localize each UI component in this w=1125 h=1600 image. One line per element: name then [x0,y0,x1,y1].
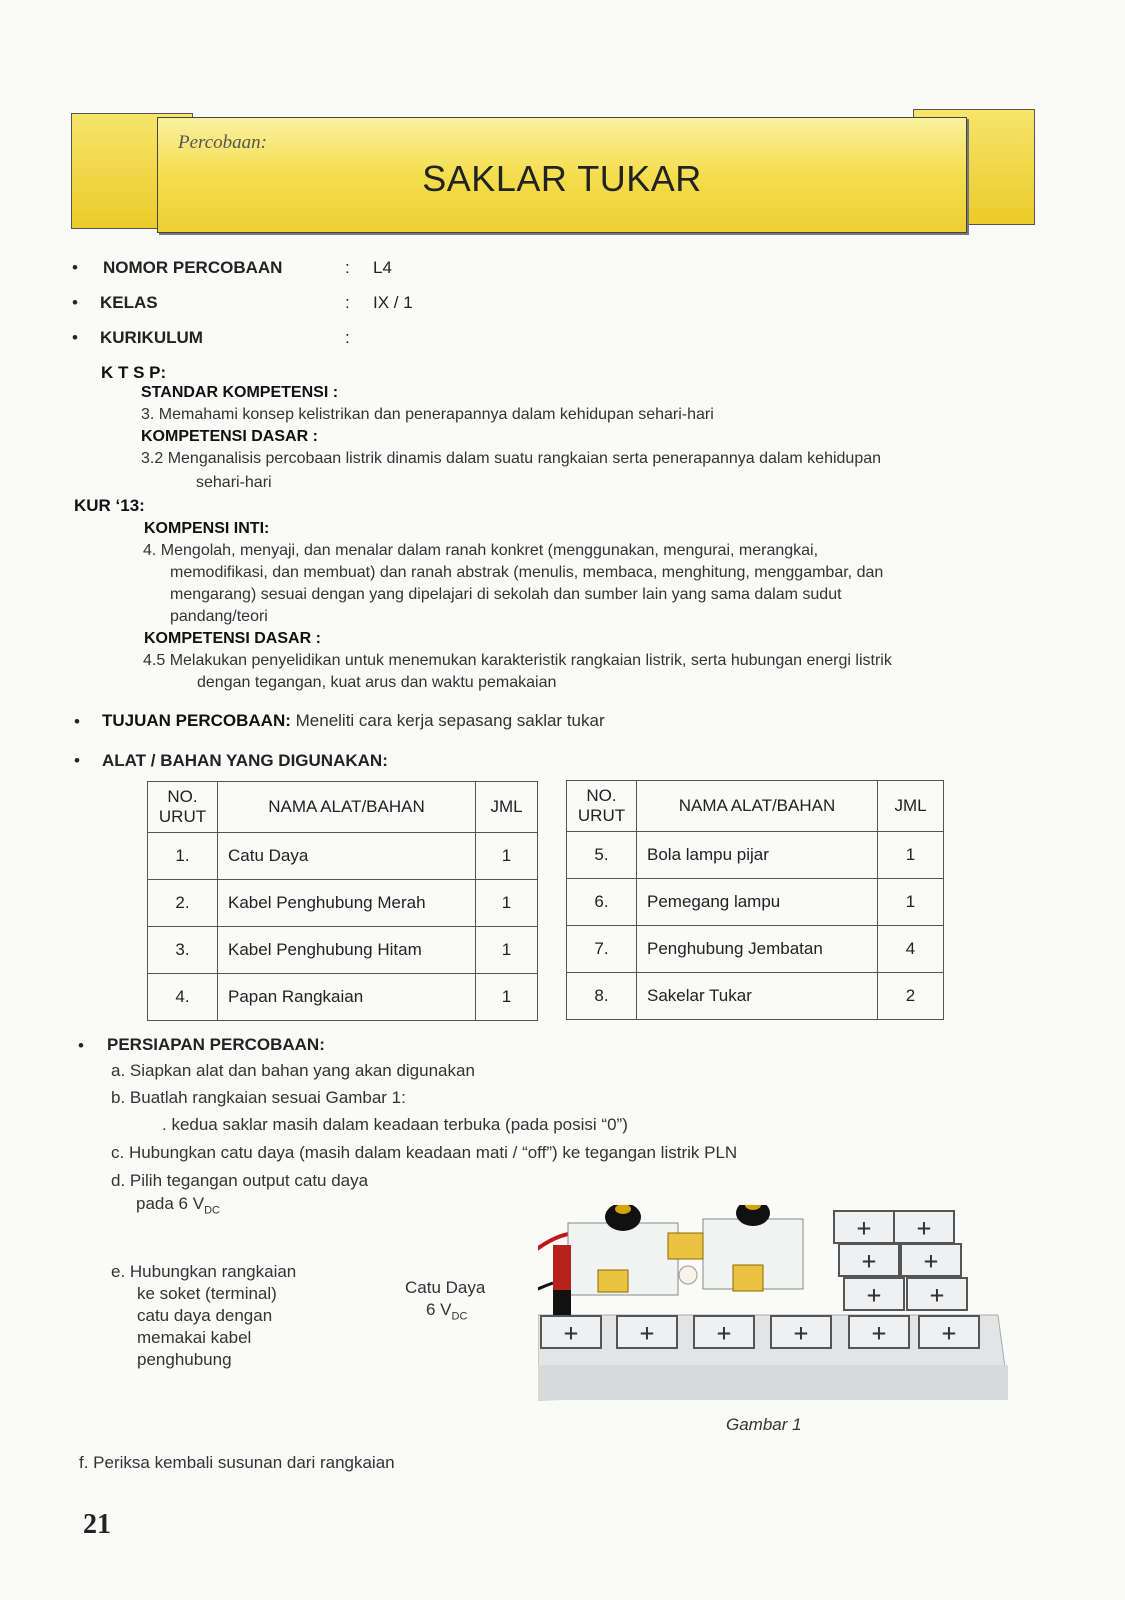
bullet: • [72,258,78,277]
kd13-text: dengan tegangan, kuat arus dan waktu pemakaian [197,674,557,691]
kd-text: 3.2 Menganalisis percobaan listrik dinamis dalam suatu rangkaian serta penerapannya dalam kehidupan [141,450,882,467]
persiapan-e: ke soket (terminal) [137,1284,277,1303]
board-cell [616,1315,678,1349]
bullet: • [72,328,78,347]
tujuan [102,711,605,731]
board-cell [843,1277,905,1311]
col-name: NAMA ALAT/BAHAN [637,781,878,832]
figure-caption: Gambar 1 [726,1415,802,1434]
col-no: NO. URUT [148,782,218,833]
tujuan-label: TUJUAN PERCOBAAN: [102,711,291,730]
col-no: NO. URUT [567,781,637,832]
table-row: 7. Penghubung Jembatan 4 [567,926,944,973]
table-row: 1. Catu Daya 1 [148,833,538,880]
colon: : [345,293,350,312]
ki-text: 4. Mengolah, menyaji, dan menalar dalam ranah konkret (menggunakan, mengurai, merangkai, [143,542,819,559]
persiapan-a: a. Siapkan alat dan bahan yang akan digunakan [111,1061,475,1080]
persiapan-d-2: pada 6 $V_{DC}$ [136,1194,220,1217]
col-name: NAMA ALAT/BAHAN [218,782,476,833]
table-row: 6. Pemegang lampu 1 [567,879,944,926]
kur13-label: KUR ‘13: [74,496,145,515]
board-cell [848,1315,910,1349]
persiapan-e: memakai kabel [137,1328,252,1347]
ki-text: memodifikasi, dan membuat) dan ranah abstrak (menulis, membaca, menghitung, menggambar, dan [170,564,884,581]
ki-label: KOMPENSI INTI: [144,520,270,537]
persiapan-b-sub: . kedua saklar masih dalam keadaan terbuka (pada posisi “0”) [162,1115,628,1134]
board-cell [918,1315,980,1349]
nomor-label: NOMOR PERCOBAAN [103,258,283,277]
kd13-label: KOMPETENSI DASAR : [144,630,321,647]
circuit-board-figure [538,1205,1008,1405]
persiapan-e: penghubung [137,1350,232,1369]
figure-label-2: 6 $V_{DC}$ [426,1300,468,1323]
header-banner [157,117,967,233]
board-cell [833,1210,895,1244]
ktsp-label: K T S P: [101,363,167,382]
kelas-value: IX / 1 [373,293,413,312]
board-cell [906,1277,968,1311]
kurikulum-label: KURIKULUM [100,328,203,347]
persiapan-b: b. Buatlah rangkaian sesuai Gambar 1: [111,1088,406,1107]
figure-label: Catu Daya [405,1278,486,1297]
page-title: SAKLAR TUKAR [422,158,702,199]
alat-label: ALAT / BAHAN YANG DIGUNAKAN: [102,751,388,770]
persiapan-d: d. Pilih tegangan output catu daya [111,1171,369,1190]
bullet: • [74,751,80,770]
sk-label: STANDAR KOMPETENSI : [141,384,339,401]
table-row: 8. Sakelar Tukar 2 [567,973,944,1020]
board-cell [770,1315,832,1349]
kelas-label: KELAS [100,293,158,312]
persiapan-f: f. Periksa kembali susunan dari rangkaian [79,1453,395,1472]
col-jml: JML [878,781,944,832]
board-cell [893,1210,955,1244]
persiapan-e: catu daya dengan [137,1306,273,1325]
board-cell [838,1243,900,1277]
bullet: • [74,712,80,731]
col-jml: JML [476,782,538,833]
bullet: • [72,293,78,312]
colon: : [345,258,350,277]
board-cell [900,1243,962,1277]
ki-text: pandang/teori [170,608,268,625]
table-row: 4. Papan Rangkaian 1 [148,974,538,1021]
page-number: 21 [83,1509,111,1540]
nomor-value: L4 [373,258,392,277]
board-cell [540,1315,602,1349]
colon: : [345,328,350,347]
header-label: Percobaan: [178,132,267,153]
board-cell [693,1315,755,1349]
table-row: 5. Bola lampu pijar 1 [567,832,944,879]
kd-label: KOMPETENSI DASAR : [141,428,318,445]
bullet: • [78,1036,84,1055]
kd-text: sehari-hari [196,474,272,491]
persiapan-label: PERSIAPAN PERCOBAAN: [107,1035,325,1054]
alat-table-left [147,781,538,1021]
sk-text: 3. Memahami konsep kelistrikan dan penerapannya dalam kehidupan sehari-hari [141,406,714,423]
alat-table-right [566,780,944,1020]
ki-text: mengarang) sesuai dengan yang dipelajari di sekolah dan sumber lain yang sama dalam sudut [170,586,842,603]
table-row: 2. Kabel Penghubung Merah 1 [148,880,538,927]
tujuan-text: Meneliti cara kerja sepasang saklar tukar [290,711,605,730]
table-row: 3. Kabel Penghubung Hitam 1 [148,927,538,974]
kd13-text: 4.5 Melakukan penyelidikan untuk menemukan karakteristik rangkaian listrik, serta hubungan energi listrik [143,652,892,669]
persiapan-e: e. Hubungkan rangkaian [111,1262,297,1281]
persiapan-c: c. Hubungkan catu daya (masih dalam keadaan mati / “off”) ke tegangan listrik PLN [111,1143,738,1162]
